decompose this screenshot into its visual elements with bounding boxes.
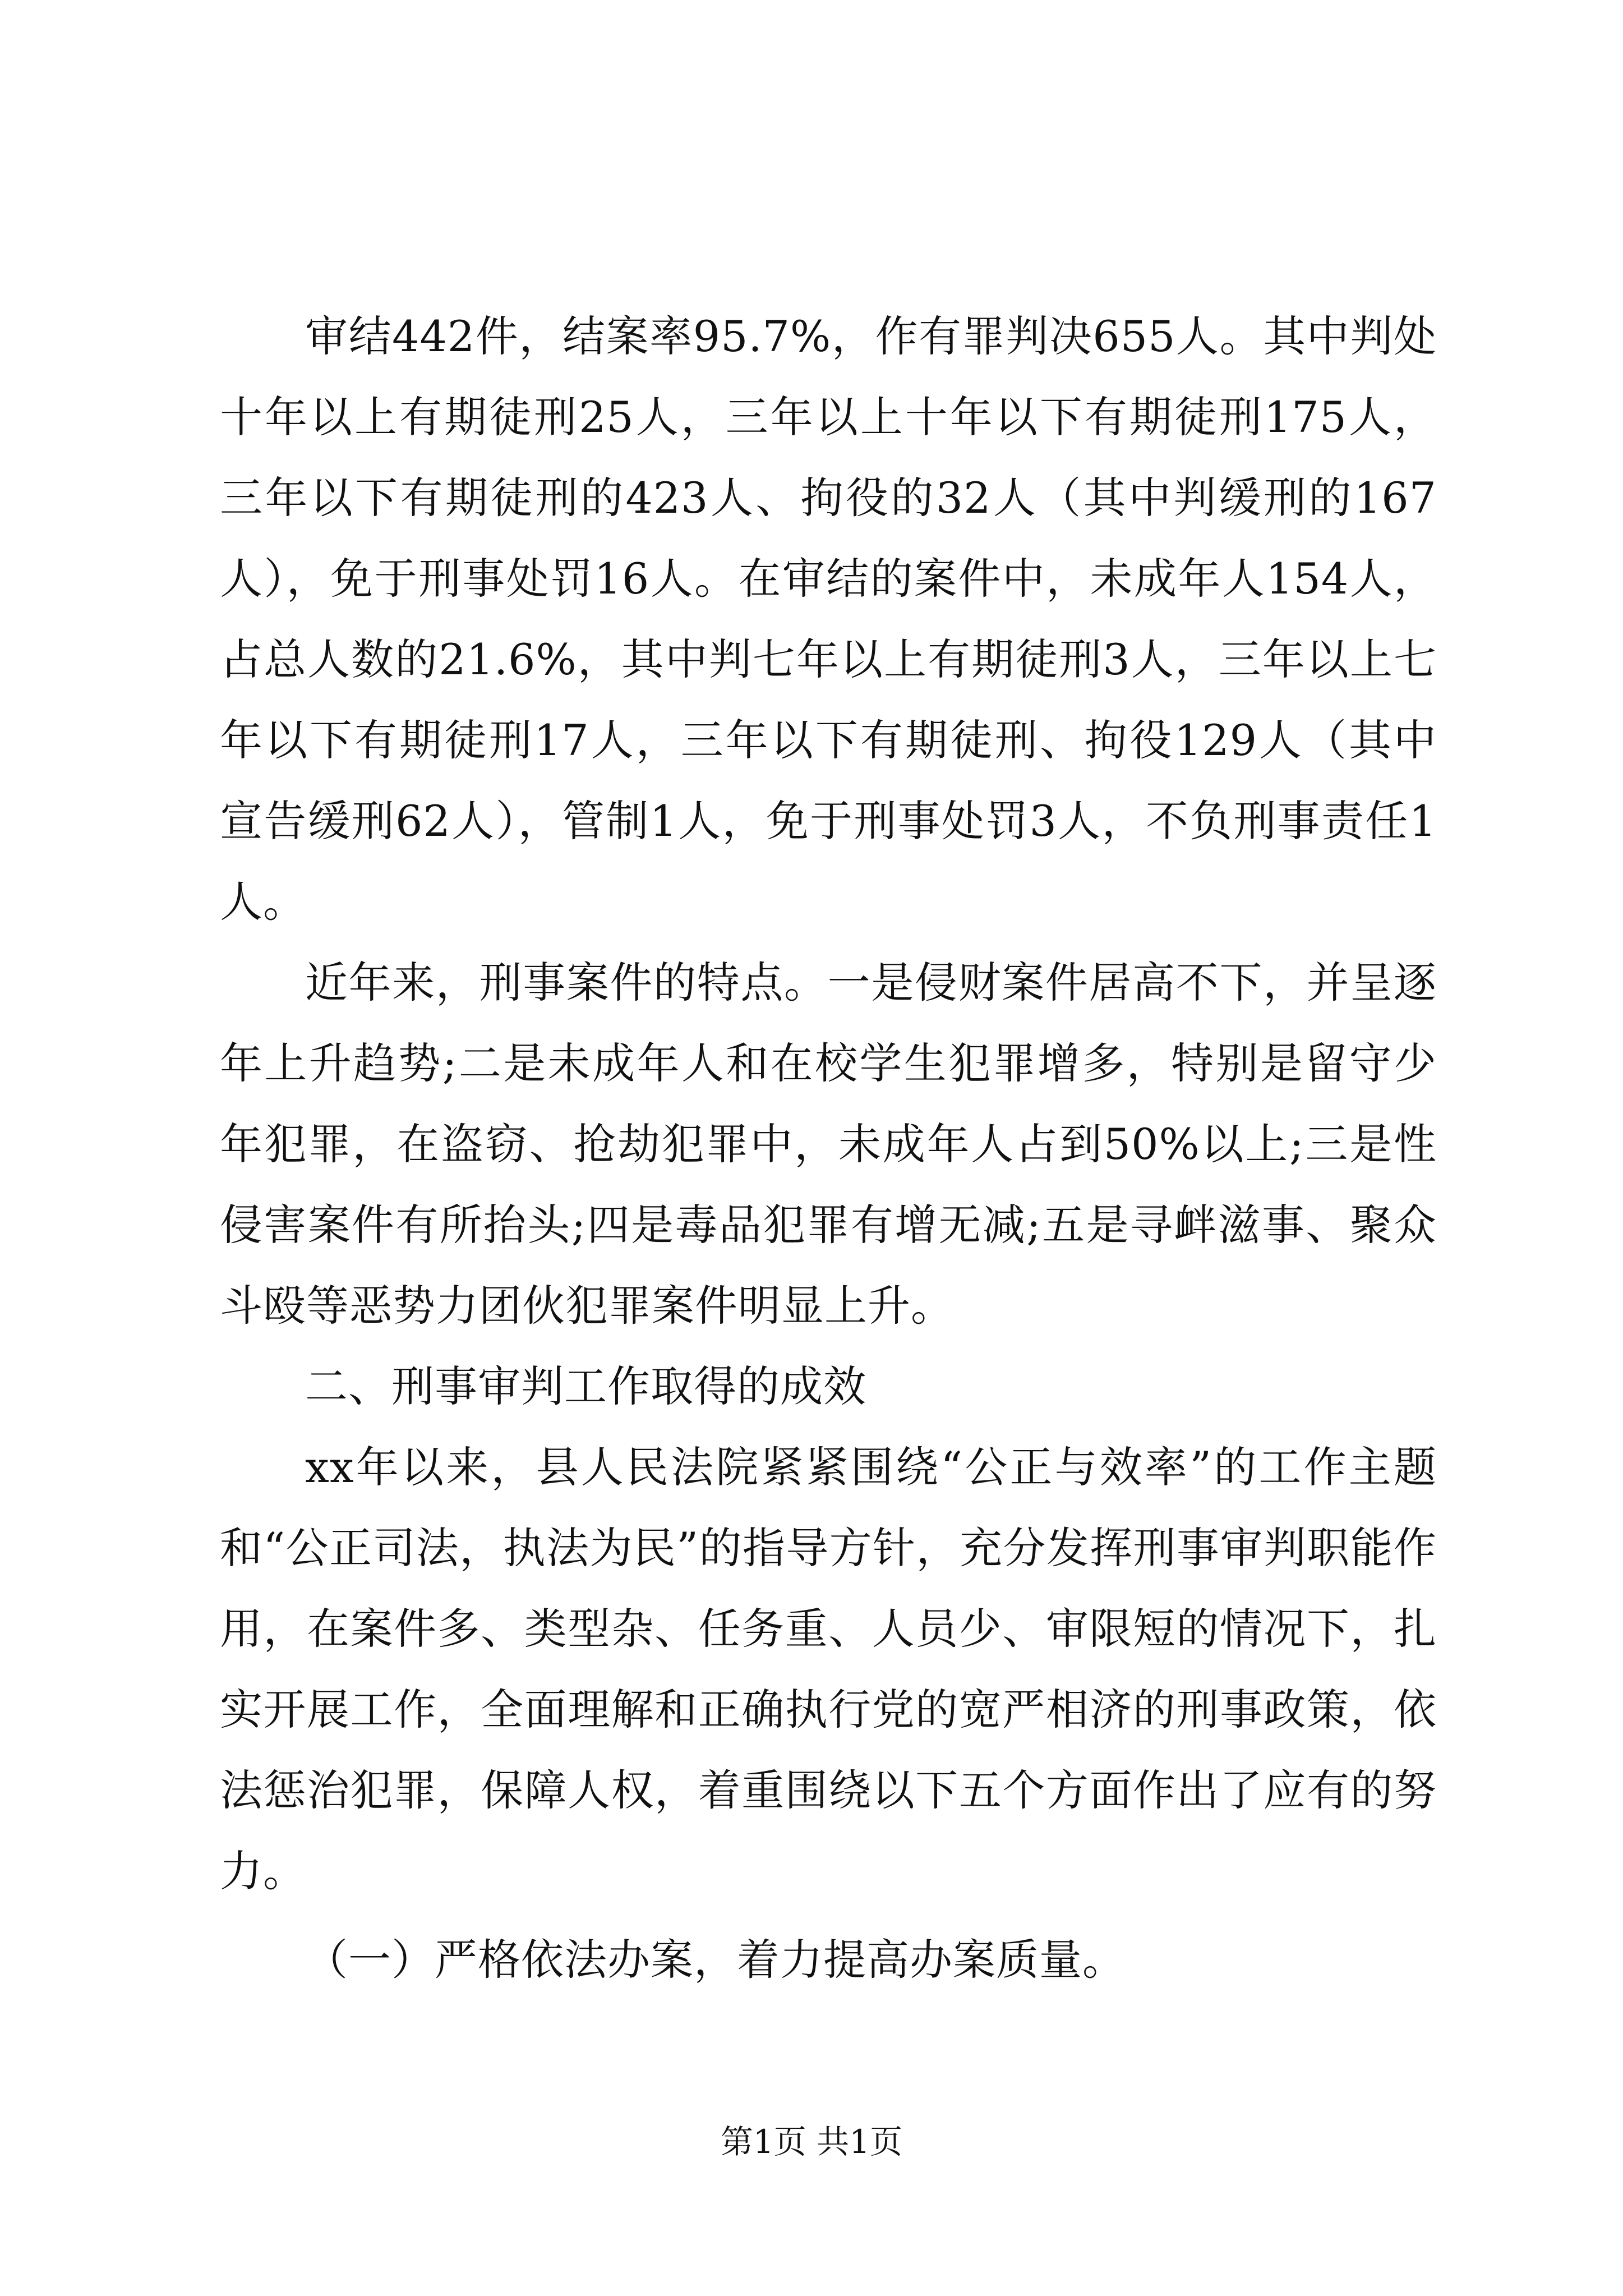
- paragraph-sentencing-statistics: 审结442件，结案率95.7%，作有罪判决655人。其中判处十年以上有期徒刑25人，三年以上十年以下有期徒刑175人，三年以下有期徒刑的423人、拘役的32人（其中判缓刑的167人），免于刑事处罚16人。在审结的案件中，未成年人154人，占总人数的21.6%，其中判七年以上有期徒刑3人，三年以上七年以下有期徒刑17人，三年以下有期徒刑、拘役129人（其中宣告缓刑62人），管制1人，免于刑事处罚3人，不负刑事责任1人。: [220, 311, 1437, 927]
- paragraph-court-work-summary: xx年以来，县人民法院紧紧围绕“公正与效率”的工作主题和“公正司法，执法为民”的指导方针，充分发挥刑事审判职能作用，在案件多、类型杂、任务重、人员少、审限短的情况下，扎实开展工作，全面理解和正确执行党的宽严相济的刑事政策，依法惩治犯罪，保障人权，着重围绕以下五个方面作出了应有的努力。: [220, 1442, 1437, 1896]
- section-heading-achievements: 二、刑事审判工作取得的成效: [305, 1361, 866, 1411]
- page-footer: 第1页 共1页: [720, 2123, 903, 2161]
- document-body: [220, 296, 1437, 2000]
- subsection-heading-case-quality: （一）严格依法办案，着力提高办案质量。: [305, 1935, 1126, 1985]
- paragraph-case-characteristics: 近年来，刑事案件的特点。一是侵财案件居高不下，并呈逐年上升趋势;二是未成年人和在校学生犯罪增多，特别是留守少年犯罪，在盗窃、抢劫犯罪中，未成年人占到50%以上;三是性侵害案件有所抬头;四是毒品犯罪有增无减;五是寻衅滋事、聚众斗殴等恶势力团伙犯罪案件明显上升。: [220, 958, 1437, 1331]
